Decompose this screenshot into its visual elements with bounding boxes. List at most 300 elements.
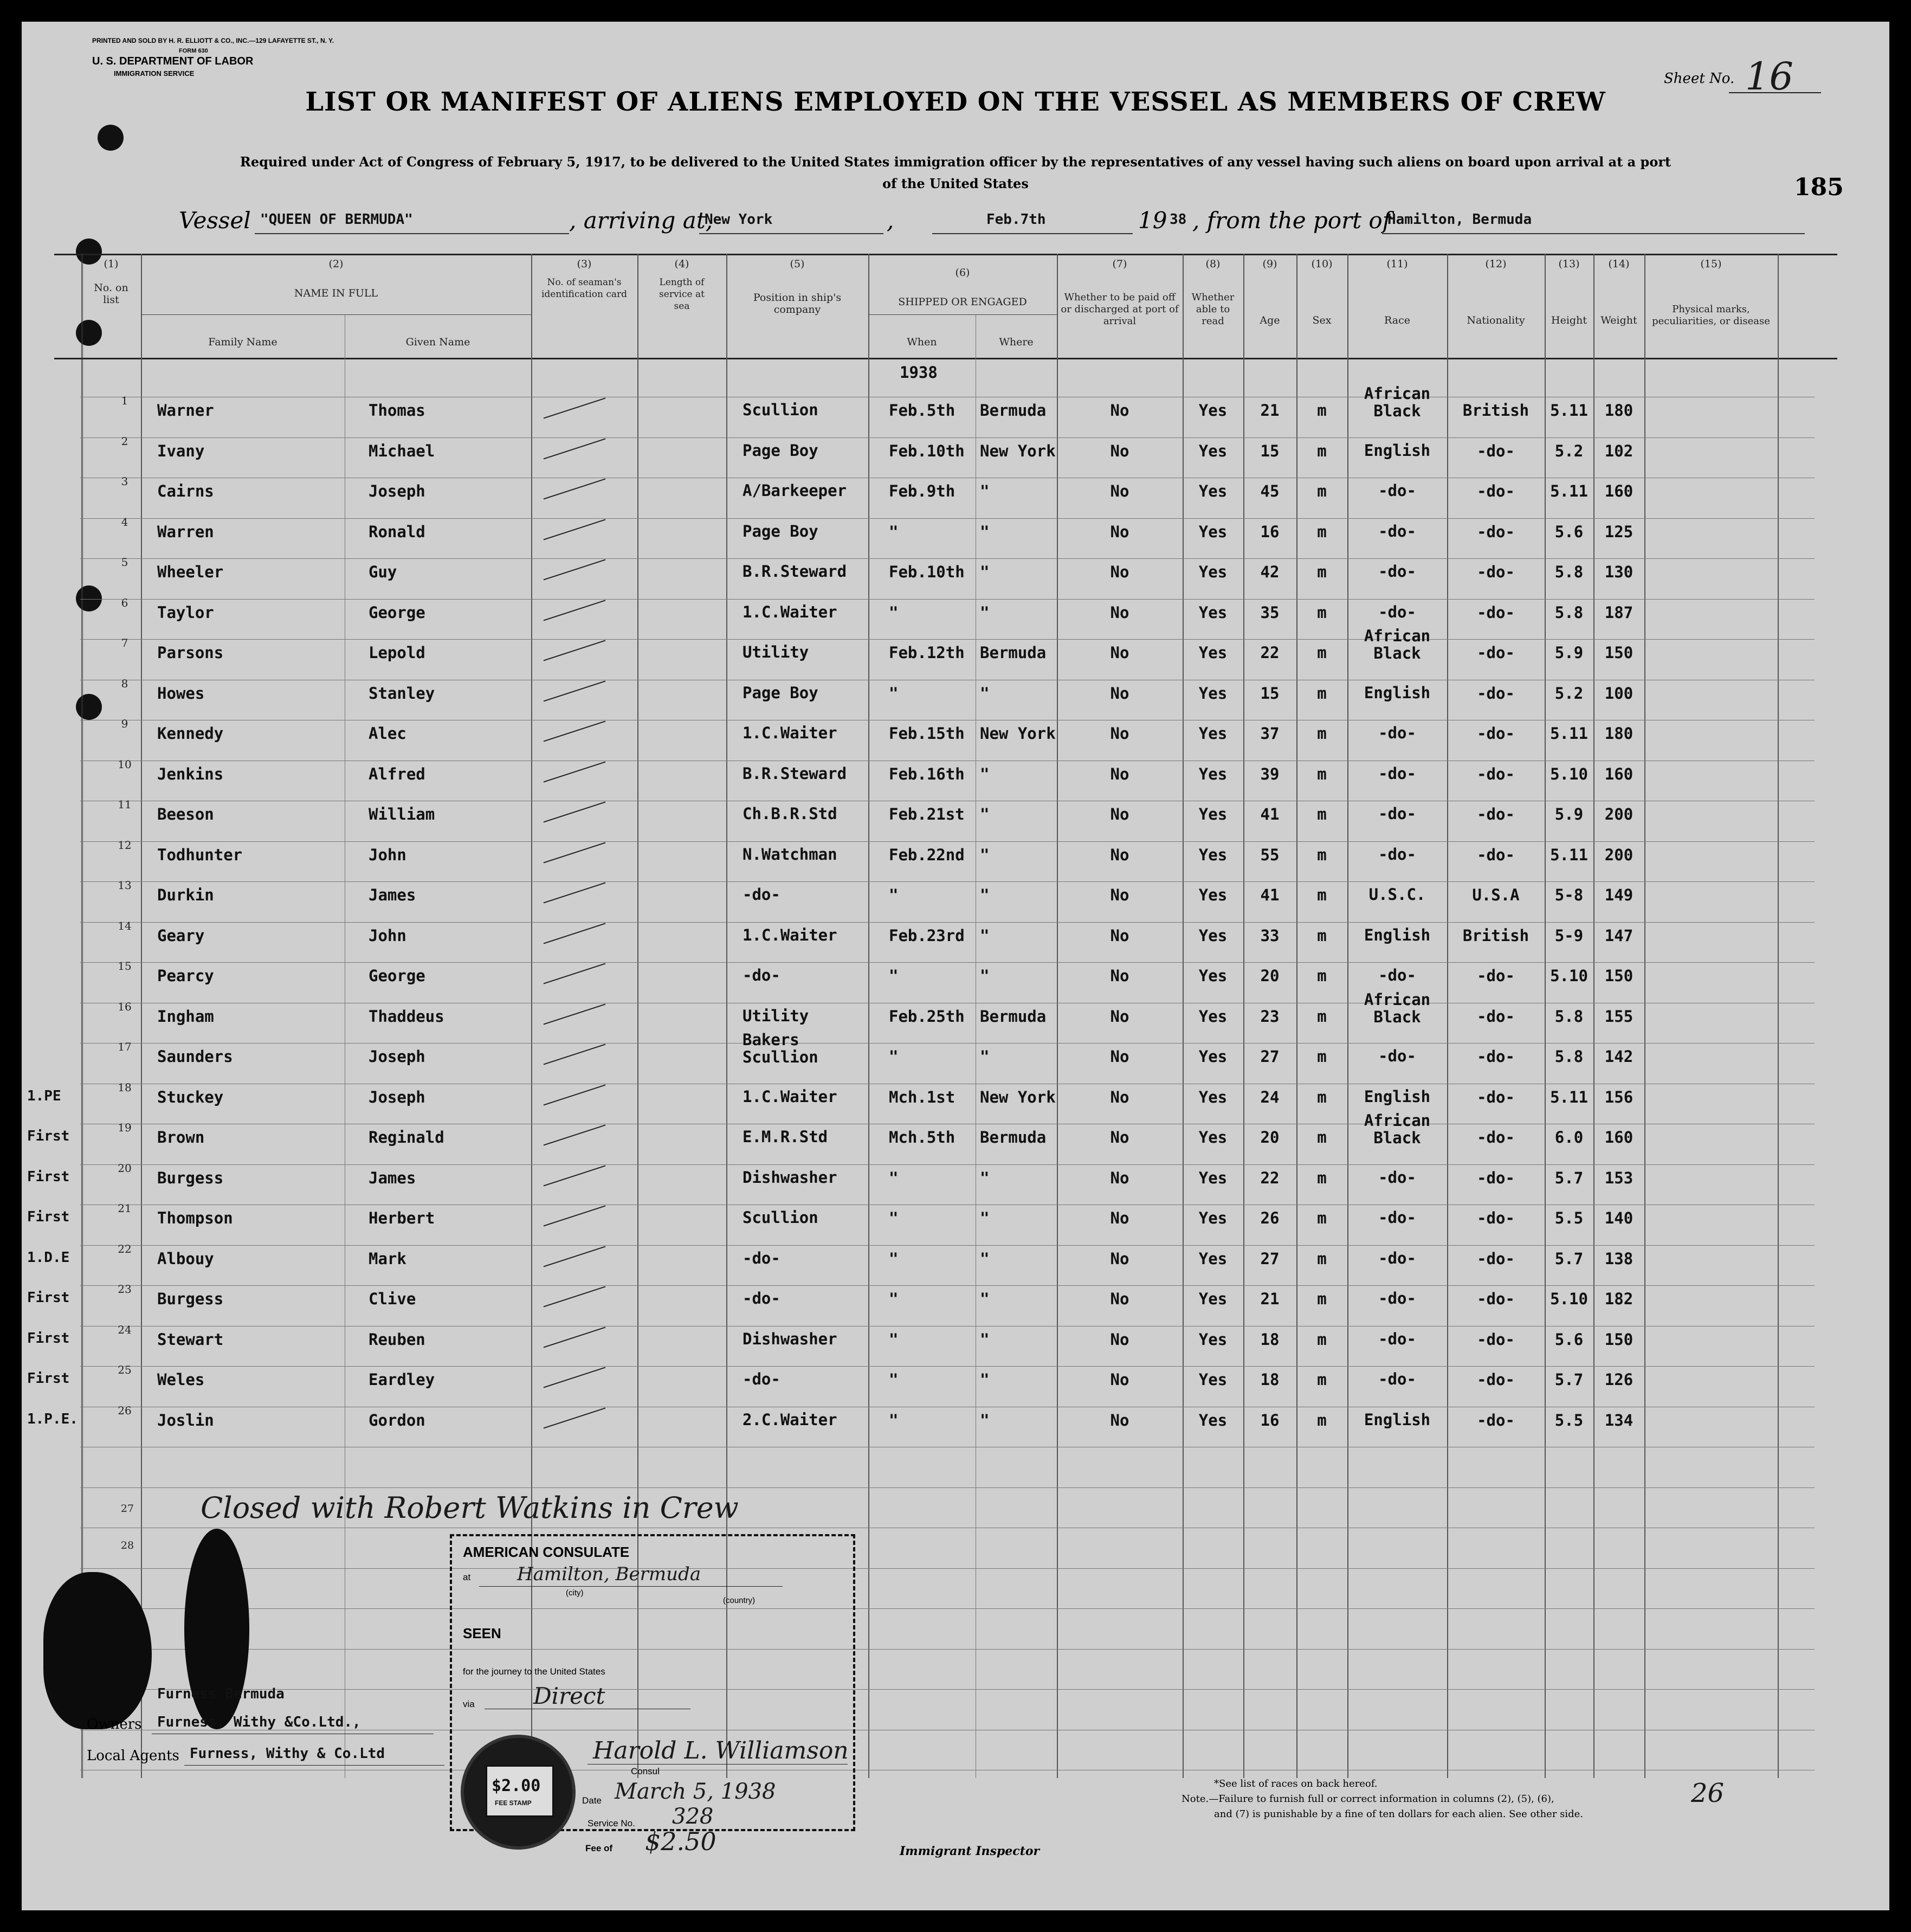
cell-race: -do- [1378, 602, 1416, 621]
cell-nationality: -do- [1477, 805, 1515, 823]
cell-height: 5.8 [1554, 603, 1584, 622]
cell-race: African Black [1364, 627, 1431, 662]
punch-hole [98, 125, 124, 151]
sheet-underline [1729, 92, 1821, 93]
cell-race: English [1364, 925, 1431, 944]
cell-sex: m [1317, 805, 1327, 823]
journey-label: for the journey to the United States [463, 1666, 605, 1677]
col-6b-header: Where [999, 336, 1034, 348]
cell-no: 14 [118, 919, 132, 932]
subtitle-line-2: of the United States [882, 176, 1029, 191]
departure-port: Hamilton, Bermuda [1387, 211, 1532, 228]
cell-nationality: -do- [1477, 764, 1515, 783]
fine-note-line-2: and (7) is punishable by a fine of ten dollars for each alien. See other side. [1214, 1808, 1584, 1820]
cell-nationality: -do- [1477, 684, 1515, 703]
cell-read: Yes [1198, 482, 1228, 500]
cell-position: Scullion [743, 401, 818, 419]
cell-read: Yes [1198, 563, 1228, 581]
cell-family: Jenkins [157, 764, 224, 783]
cell-nationality: -do- [1477, 845, 1515, 864]
cell-family: Todhunter [157, 845, 243, 864]
cell-position: Dishwasher [743, 1168, 837, 1187]
cell-family: Burgess [157, 1290, 224, 1308]
cell-given: John [369, 845, 406, 864]
check-tick [544, 1044, 606, 1065]
owners-line-1: Furness Bermuda [157, 1686, 285, 1702]
date-underline [932, 233, 1133, 234]
cell-when: Feb.9th [889, 482, 956, 500]
cell-read: Yes [1198, 1411, 1228, 1429]
cell-weight: 180 [1604, 724, 1634, 743]
cell-position: Ch.B.R.Std [743, 804, 837, 823]
revenue-stamp-inner [486, 1765, 554, 1817]
cell-margin: First [27, 1128, 70, 1144]
cell-family: Wheeler [157, 563, 224, 581]
cell-paid: No [1110, 441, 1129, 460]
cell-family: Warren [157, 522, 214, 541]
cell-age: 18 [1260, 1370, 1280, 1389]
check-tick [544, 519, 606, 540]
via-label: via [463, 1699, 475, 1709]
cell-height: 5.7 [1554, 1370, 1584, 1389]
cell-when: Feb.25th [889, 1007, 965, 1026]
subtitle-line-1: Required under Act of Congress of February 5, 1917, to be delivered to the United States immigration officer by the representatives of any vessel having such aliens on board upon arrival at a port [240, 154, 1671, 170]
cell-nationality: -do- [1477, 1087, 1515, 1106]
cell-position: -do- [743, 966, 780, 984]
col-10-header: Sex [1312, 314, 1332, 326]
col-2a-header: Family Name [208, 336, 277, 348]
cell-given: Reginald [369, 1128, 444, 1147]
cell-nationality: -do- [1477, 1007, 1515, 1026]
arrival-date: Feb.7th [986, 211, 1046, 228]
cell-where: " [980, 1209, 990, 1227]
cell-no: 20 [118, 1161, 132, 1175]
cell-nationality: British [1462, 926, 1529, 945]
cell-paid: No [1110, 805, 1129, 823]
cell-weight: 160 [1604, 482, 1634, 500]
cell-paid: No [1110, 724, 1129, 743]
cell-family: Parsons [157, 643, 224, 662]
cell-sex: m [1317, 563, 1327, 581]
cell-nationality: -do- [1477, 1168, 1515, 1187]
col-5-number: (5) [790, 258, 805, 270]
row-rule [80, 599, 1815, 600]
cell-height: 5.9 [1554, 805, 1584, 823]
consul-label: Consul [631, 1766, 660, 1776]
cell-weight: 102 [1604, 441, 1634, 460]
cell-read: Yes [1198, 1209, 1228, 1227]
cell-where: Bermuda [980, 1007, 1047, 1026]
cell-weight: 160 [1604, 764, 1634, 783]
check-tick [544, 1367, 606, 1388]
date-label: Date [582, 1795, 602, 1806]
cell-age: 21 [1260, 401, 1280, 420]
check-tick [544, 680, 606, 701]
cell-nationality: -do- [1477, 1249, 1515, 1268]
cell-sex: m [1317, 603, 1327, 622]
cell-paid: No [1110, 684, 1129, 703]
cell-nationality: -do- [1477, 482, 1515, 500]
cell-sex: m [1317, 764, 1327, 783]
cell-no: 19 [118, 1121, 132, 1134]
cell-when: Mch.1st [889, 1087, 956, 1106]
cell-given: Thaddeus [369, 1007, 444, 1026]
revenue-stamp-label: FEE STAMP [495, 1799, 532, 1807]
cell-position: E.M.R.Std [743, 1128, 828, 1146]
cell-paid: No [1110, 1047, 1129, 1066]
department-name: U. S. DEPARTMENT OF LABOR [92, 55, 254, 67]
cell-when: Feb.10th [889, 563, 965, 581]
cell-family: Stuckey [157, 1087, 224, 1106]
col-8-number: (8) [1205, 258, 1221, 270]
cell-when: " [889, 1411, 899, 1429]
inspector-label: Immigrant Inspector [900, 1844, 1040, 1858]
cell-margin: First [27, 1209, 70, 1225]
cell-position: Bakers Scullion [743, 1031, 818, 1066]
cell-nationality: U.S.A [1472, 886, 1520, 904]
cell-family: Durkin [157, 886, 214, 904]
cell-height: 5.11 [1550, 482, 1588, 500]
fee-label: Fee of [585, 1843, 613, 1853]
cell-where: " [980, 886, 990, 904]
cell-read: Yes [1198, 764, 1228, 783]
cell-when: Feb.22nd [889, 845, 965, 864]
cell-weight: 100 [1604, 684, 1634, 703]
seen-label: SEEN [463, 1625, 501, 1641]
cell-position: Utility [743, 643, 809, 661]
cell-weight: 155 [1604, 1007, 1634, 1026]
cell-no: 7 [121, 636, 128, 649]
cell-paid: No [1110, 845, 1129, 864]
cell-no: 3 [121, 475, 128, 488]
cell-weight: 153 [1604, 1168, 1634, 1187]
cell-nationality: -do- [1477, 1047, 1515, 1066]
row-rule [80, 922, 1815, 923]
cell-height: 5.10 [1550, 967, 1588, 985]
check-tick [544, 479, 606, 500]
cell-no: 10 [118, 757, 132, 771]
cell-sex: m [1317, 1087, 1327, 1106]
cell-family: Beeson [157, 805, 214, 823]
row-rule [80, 437, 1815, 438]
page-number: 185 [1794, 173, 1844, 201]
cell-no: 22 [118, 1242, 132, 1255]
check-tick [544, 398, 606, 419]
extra-row-number: 28 [120, 1540, 134, 1551]
cell-where: " [980, 1290, 990, 1308]
cell-where: New York [980, 1087, 1056, 1106]
check-tick [544, 1286, 606, 1308]
extra-row-number: 27 [120, 1503, 134, 1515]
cell-where: New York [980, 441, 1056, 460]
cell-read: Yes [1198, 1290, 1228, 1308]
cell-age: 24 [1260, 1087, 1280, 1106]
cell-when: " [889, 1047, 899, 1066]
cell-race: -do- [1378, 1289, 1416, 1308]
cell-given: Lepold [369, 643, 425, 662]
cell-when: " [889, 522, 899, 541]
cell-weight: 140 [1604, 1209, 1634, 1227]
col-6a-header: When [907, 336, 937, 348]
col-7-number: (7) [1112, 258, 1127, 270]
cell-sex: m [1317, 724, 1327, 743]
check-tick [544, 1084, 606, 1105]
cell-height: 5.8 [1554, 563, 1584, 581]
cell-age: 41 [1260, 886, 1280, 904]
cell-weight: 142 [1604, 1047, 1634, 1066]
cell-height: 5.8 [1554, 1007, 1584, 1026]
cell-weight: 160 [1604, 1128, 1634, 1147]
revenue-stamp [461, 1735, 576, 1850]
cell-paid: No [1110, 1087, 1129, 1106]
check-tick [544, 1246, 606, 1267]
col-13-number: (13) [1558, 258, 1580, 270]
cell-read: Yes [1198, 967, 1228, 985]
cell-sex: m [1317, 522, 1327, 541]
cell-no: 21 [118, 1202, 132, 1215]
cell-sex: m [1317, 1168, 1327, 1187]
cell-given: James [369, 1168, 416, 1187]
cell-where: " [980, 563, 990, 581]
from-port-underline [1382, 233, 1805, 234]
cell-paid: No [1110, 1168, 1129, 1187]
wax-seal-blot [43, 1572, 152, 1729]
cell-weight: 149 [1604, 886, 1634, 904]
cell-read: Yes [1198, 1330, 1228, 1349]
consulate-city: Hamilton, Bermuda [517, 1563, 701, 1585]
agents-underline [184, 1765, 444, 1766]
cell-family: Warner [157, 401, 214, 420]
row-rule [80, 639, 1815, 640]
cell-position: Utility [743, 1006, 809, 1025]
cell-nationality: -do- [1477, 1290, 1515, 1308]
cell-sex: m [1317, 967, 1327, 985]
cell-age: 55 [1260, 845, 1280, 864]
cell-sex: m [1317, 441, 1327, 460]
check-tick [544, 761, 606, 782]
cell-family: Geary [157, 926, 205, 945]
cell-given: Reuben [369, 1330, 425, 1349]
cell-given: William [369, 805, 435, 823]
cell-no: 1 [121, 394, 128, 407]
cell-nationality: -do- [1477, 967, 1515, 985]
cell-where: Bermuda [980, 643, 1047, 662]
cell-weight: 182 [1604, 1290, 1634, 1308]
cell-read: Yes [1198, 805, 1228, 823]
cell-race: -do- [1378, 1248, 1416, 1267]
row-rule [80, 1245, 1815, 1246]
cell-race: English [1364, 1087, 1431, 1106]
cell-no: 18 [118, 1080, 132, 1094]
cell-nationality: -do- [1477, 522, 1515, 541]
cell-given: Thomas [369, 401, 425, 420]
cell-when: " [889, 1209, 899, 1227]
cell-paid: No [1110, 926, 1129, 945]
cell-nationality: -do- [1477, 563, 1515, 581]
cell-given: Clive [369, 1290, 416, 1308]
col-2-header: NAME IN FULL [294, 287, 378, 299]
cell-sex: m [1317, 643, 1327, 662]
cell-position: 2.C.Waiter [743, 1410, 837, 1429]
cell-read: Yes [1198, 1370, 1228, 1389]
cell-race: U.S.C. [1368, 885, 1426, 904]
cell-paid: No [1110, 1249, 1129, 1268]
cell-weight: 150 [1604, 643, 1634, 662]
service-name: IMMIGRATION SERVICE [114, 69, 195, 78]
cell-nationality: -do- [1477, 1209, 1515, 1227]
cell-race: -do- [1378, 1168, 1416, 1187]
country-label: (country) [723, 1596, 756, 1605]
cell-age: 37 [1260, 724, 1280, 743]
cell-sex: m [1317, 1047, 1327, 1066]
row-rule [80, 518, 1815, 519]
column-divider [1778, 254, 1779, 1778]
cell-when: Mch.5th [889, 1128, 956, 1147]
vessel-underline [255, 233, 569, 234]
cell-weight: 156 [1604, 1087, 1634, 1106]
cell-where: " [980, 1370, 990, 1389]
cell-age: 23 [1260, 1007, 1280, 1026]
cell-sex: m [1317, 684, 1327, 703]
printer-line: PRINTED AND SOLD BY H. R. ELLIOTT & CO., INC.—129 LAFAYETTE ST., N. Y. [92, 37, 334, 44]
cell-height: 5.8 [1554, 1047, 1584, 1066]
cell-nationality: -do- [1477, 1370, 1515, 1389]
cell-age: 15 [1260, 441, 1280, 460]
cell-race: -do- [1378, 481, 1416, 500]
cell-family: Cairns [157, 482, 214, 500]
col-11-number: (11) [1386, 258, 1408, 270]
row-rule [80, 1285, 1815, 1286]
year-prefix: 19 [1138, 207, 1167, 234]
cell-nationality: -do- [1477, 1330, 1515, 1349]
cell-weight: 147 [1604, 926, 1634, 945]
cell-height: 5.11 [1550, 845, 1588, 864]
punch-hole [76, 320, 102, 346]
check-tick [544, 640, 606, 661]
cell-age: 18 [1260, 1330, 1280, 1349]
cell-given: Alfred [369, 764, 425, 783]
cell-family: Taylor [157, 603, 214, 622]
from-port-label: , from the port of [1192, 207, 1391, 234]
cell-where: " [980, 1411, 990, 1429]
revenue-stamp-value: $2.00 [492, 1776, 541, 1795]
cell-race: English [1364, 441, 1431, 460]
cell-when: Feb.16th [889, 764, 965, 783]
cell-family: Burgess [157, 1168, 224, 1187]
name-header-divider [141, 314, 531, 315]
cell-where: " [980, 603, 990, 622]
shipped-header-divider [868, 314, 1057, 315]
cell-weight: 134 [1604, 1411, 1634, 1429]
cell-where: " [980, 684, 990, 703]
cell-when: Feb.21st [889, 805, 965, 823]
cell-height: 5.2 [1554, 441, 1584, 460]
year-note: 1938 [900, 363, 938, 382]
check-tick [544, 883, 606, 904]
cell-margin: First [27, 1168, 70, 1185]
cell-no: 9 [121, 717, 128, 730]
cell-position: Page Boy [743, 521, 818, 540]
cell-position: B.R.Steward [743, 764, 847, 783]
cell-family: Pearcy [157, 967, 214, 985]
cell-height: 5.11 [1550, 724, 1588, 743]
cell-age: 16 [1260, 522, 1280, 541]
cell-where: " [980, 926, 990, 945]
table-top-border [54, 254, 1837, 255]
cell-paid: No [1110, 967, 1129, 985]
cell-nationality: -do- [1477, 1128, 1515, 1147]
cell-paid: No [1110, 563, 1129, 581]
cell-race: -do- [1378, 966, 1416, 984]
cell-where: " [980, 1168, 990, 1187]
cell-paid: No [1110, 603, 1129, 622]
cell-age: 45 [1260, 482, 1280, 500]
arriving-label: , arriving at, [569, 207, 713, 234]
col-6-number: (6) [955, 267, 970, 279]
cell-age: 16 [1260, 1411, 1280, 1429]
cell-height: 5.9 [1554, 643, 1584, 662]
consul-signature: Harold L. Williamson [593, 1737, 849, 1764]
cell-when: " [889, 886, 899, 904]
cell-height: 5.2 [1554, 684, 1584, 703]
cell-position: -do- [743, 1289, 780, 1308]
cell-no: 26 [118, 1403, 132, 1417]
cell-read: Yes [1198, 522, 1228, 541]
cell-given: Joseph [369, 1087, 425, 1106]
cell-paid: No [1110, 401, 1129, 420]
cell-when: Feb.5th [889, 401, 956, 420]
cell-nationality: -do- [1477, 724, 1515, 743]
col-3-header: No. of seaman's identification card [541, 277, 628, 300]
agents-label: Local Agents [87, 1748, 179, 1764]
cell-no: 4 [121, 515, 128, 529]
check-tick [544, 1206, 606, 1227]
cell-when: Feb.23rd [889, 926, 965, 945]
cell-position: -do- [743, 1370, 780, 1388]
check-tick [544, 559, 606, 581]
vessel-label: Vessel [179, 207, 251, 234]
cell-family: Kennedy [157, 724, 224, 743]
check-tick [544, 438, 606, 459]
city-underline [479, 1586, 783, 1587]
cell-age: 20 [1260, 967, 1280, 985]
cell-paid: No [1110, 1411, 1129, 1429]
cell-where: Bermuda [980, 1128, 1047, 1147]
cell-paid: No [1110, 522, 1129, 541]
cell-height: 5-8 [1554, 886, 1584, 904]
punch-hole [76, 694, 102, 720]
owners-label: Owners [87, 1716, 142, 1733]
cell-given: Stanley [369, 684, 435, 703]
cell-no: 6 [121, 596, 128, 609]
cell-where: " [980, 1249, 990, 1268]
cell-race: African Black [1364, 1111, 1431, 1147]
col-8-header: Whether able to read [1191, 292, 1235, 327]
row-rule [80, 1689, 1815, 1690]
cell-given: George [369, 967, 425, 985]
cell-given: Ronald [369, 522, 425, 541]
cell-paid: No [1110, 1290, 1129, 1308]
column-divider [1644, 254, 1645, 1778]
document-title: LIST OR MANIFEST OF ALIENS EMPLOYED ON THE VESSEL AS MEMBERS OF CREW [305, 87, 1606, 117]
service-number: 328 [672, 1804, 714, 1829]
cell-no: 23 [118, 1283, 132, 1296]
cell-no: 5 [121, 556, 128, 569]
check-tick [544, 802, 606, 823]
cell-sex: m [1317, 926, 1327, 945]
cell-position: 1.C.Waiter [743, 925, 837, 944]
cell-read: Yes [1198, 1007, 1228, 1026]
